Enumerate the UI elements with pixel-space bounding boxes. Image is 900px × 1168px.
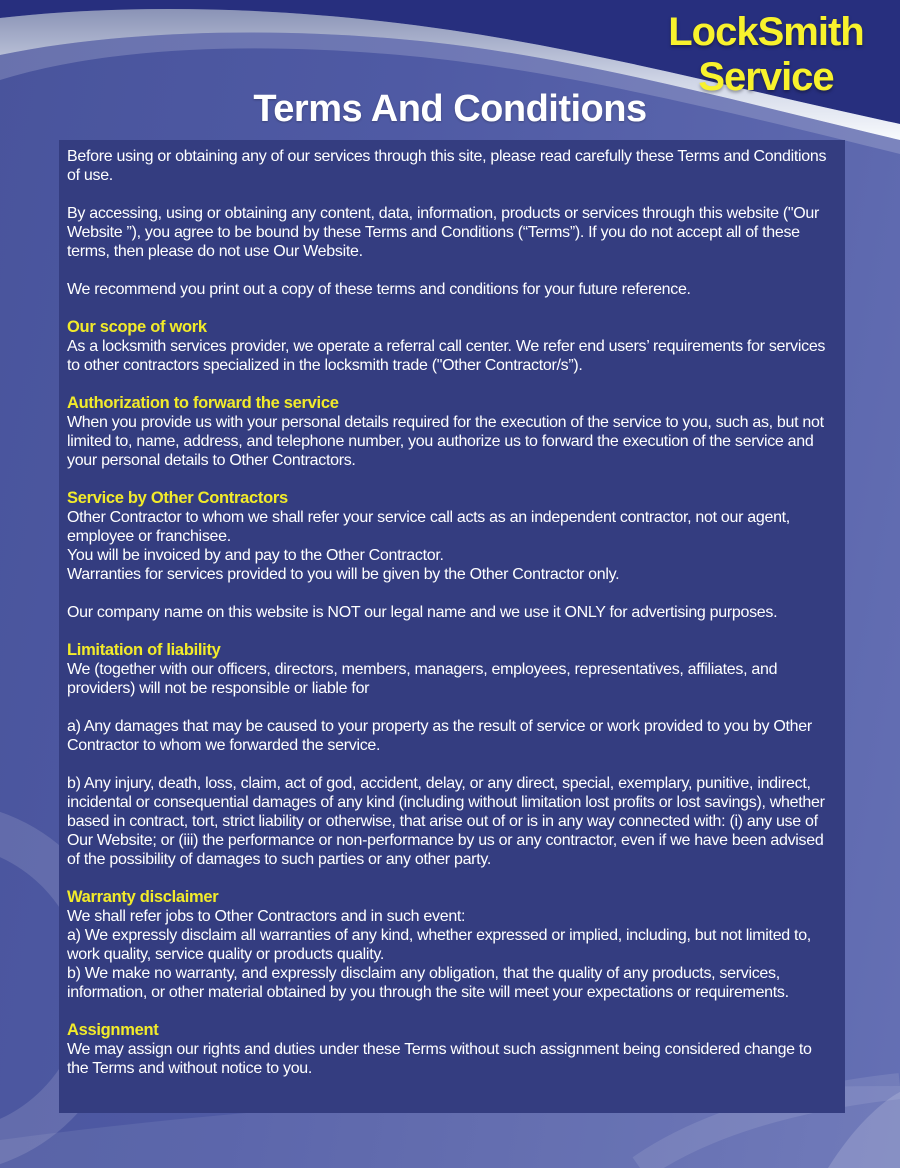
terms-section bbox=[67, 204, 836, 261]
terms-section bbox=[67, 147, 836, 185]
terms-paragraph: We shall refer jobs to Other Contractors and in such event: bbox=[67, 908, 466, 925]
terms-section bbox=[67, 280, 836, 299]
terms-paragraph: By accessing, using or obtaining any content, data, information, products or services through this website ("Our Website ”), you agree to be bound by these Terms and Conditions (“Terms”). If you do not accept all of these terms, then please do not use Our Website. bbox=[67, 205, 820, 260]
terms-paragraph: Other Contractor to whom we shall refer your service call acts as an independent contractor, not our agent, employee or franchisee. bbox=[67, 509, 790, 545]
brand-logo bbox=[656, 10, 876, 100]
section-paragraphs bbox=[67, 660, 836, 698]
terms-paragraph: We recommend you print out a copy of these terms and conditions for your future reference. bbox=[67, 281, 691, 298]
terms-paragraph: Warranties for services provided to you will be given by the Other Contractor only. bbox=[67, 566, 620, 583]
terms-section bbox=[67, 318, 836, 375]
section-heading: Limitation of liability bbox=[67, 641, 221, 659]
terms-paragraph: You will be invoiced by and pay to the Other Contractor. bbox=[67, 547, 444, 564]
terms-paragraph: b) Any injury, death, loss, claim, act of god, accident, delay, or any direct, special, exemplary, punitive, indirect, incidental or consequential damages of any kind (including without limitation lost profits or lost savings), whether based in contract, tort, strict liability or otherwise, that arise out of or is in any way connected with: (i) any use of Our Website; or (iii) the performance or non-performance by us or any contractor, even if we have been advised of the possibility of damages to such parties or any other party. bbox=[67, 775, 825, 868]
terms-section bbox=[67, 489, 836, 584]
section-paragraphs bbox=[67, 907, 836, 1002]
section-heading: Service by Other Contractors bbox=[67, 489, 288, 507]
terms-section bbox=[67, 603, 836, 622]
section-heading: Assignment bbox=[67, 1021, 159, 1039]
section-paragraphs bbox=[67, 717, 836, 755]
section-paragraphs bbox=[67, 603, 836, 622]
terms-paragraph: Before using or obtaining any of our services through this site, please read carefully these Terms and Conditions of use. bbox=[67, 148, 827, 184]
section-paragraphs bbox=[67, 280, 836, 299]
terms-section bbox=[67, 888, 836, 1002]
section-heading: Authorization to forward the service bbox=[67, 394, 339, 412]
terms-section bbox=[67, 1021, 836, 1078]
terms-paragraph: We may assign our rights and duties under these Terms without such assignment being considered change to the Terms and without notice to you. bbox=[67, 1041, 812, 1077]
section-paragraphs bbox=[67, 1040, 836, 1078]
section-paragraphs bbox=[67, 337, 836, 375]
terms-section bbox=[67, 641, 836, 698]
terms-paragraph: Our company name on this website is NOT our legal name and we use it ONLY for advertising purposes. bbox=[67, 604, 778, 621]
page-title: Terms And Conditions bbox=[253, 88, 647, 130]
terms-panel bbox=[59, 140, 845, 1113]
section-paragraphs bbox=[67, 774, 836, 869]
terms-paragraph: When you provide us with your personal details required for the execution of the service to you, such as, but not limited to, name, address, and telephone number, you authorize us to forward the execution of the service and your personal details to Other Contractors. bbox=[67, 414, 824, 469]
section-heading: Our scope of work bbox=[67, 318, 207, 336]
terms-paragraph: b) We make no warranty, and expressly disclaim any obligation, that the quality of any products, services, information, or other material obtained by you through the site will meet your expectations or requirements. bbox=[67, 965, 789, 1001]
terms-paragraph: As a locksmith services provider, we operate a referral call center. We refer end users’ requirements for services to other contractors specialized in the locksmith trade ("Other Contractor/s”). bbox=[67, 338, 826, 374]
section-heading: Warranty disclaimer bbox=[67, 888, 219, 906]
section-paragraphs bbox=[67, 204, 836, 261]
section-paragraphs bbox=[67, 413, 836, 470]
brand-logo-line2: Service bbox=[698, 55, 834, 99]
section-paragraphs bbox=[67, 147, 836, 185]
terms-section bbox=[67, 717, 836, 755]
terms-paragraph: We (together with our officers, directors, members, managers, employees, representatives, affiliates, and providers) will not be responsible or liable for bbox=[67, 661, 778, 697]
terms-paragraph: a) Any damages that may be caused to your property as the result of service or work provided to you by Other Contractor to whom we forwarded the service. bbox=[67, 718, 812, 754]
terms-section bbox=[67, 394, 836, 470]
section-paragraphs bbox=[67, 508, 836, 584]
terms-paragraph: a) We expressly disclaim all warranties of any kind, whether expressed or implied, including, but not limited to, work quality, service quality or products quality. bbox=[67, 927, 811, 963]
terms-section bbox=[67, 774, 836, 869]
brand-logo-line1: LockSmith bbox=[668, 10, 864, 54]
